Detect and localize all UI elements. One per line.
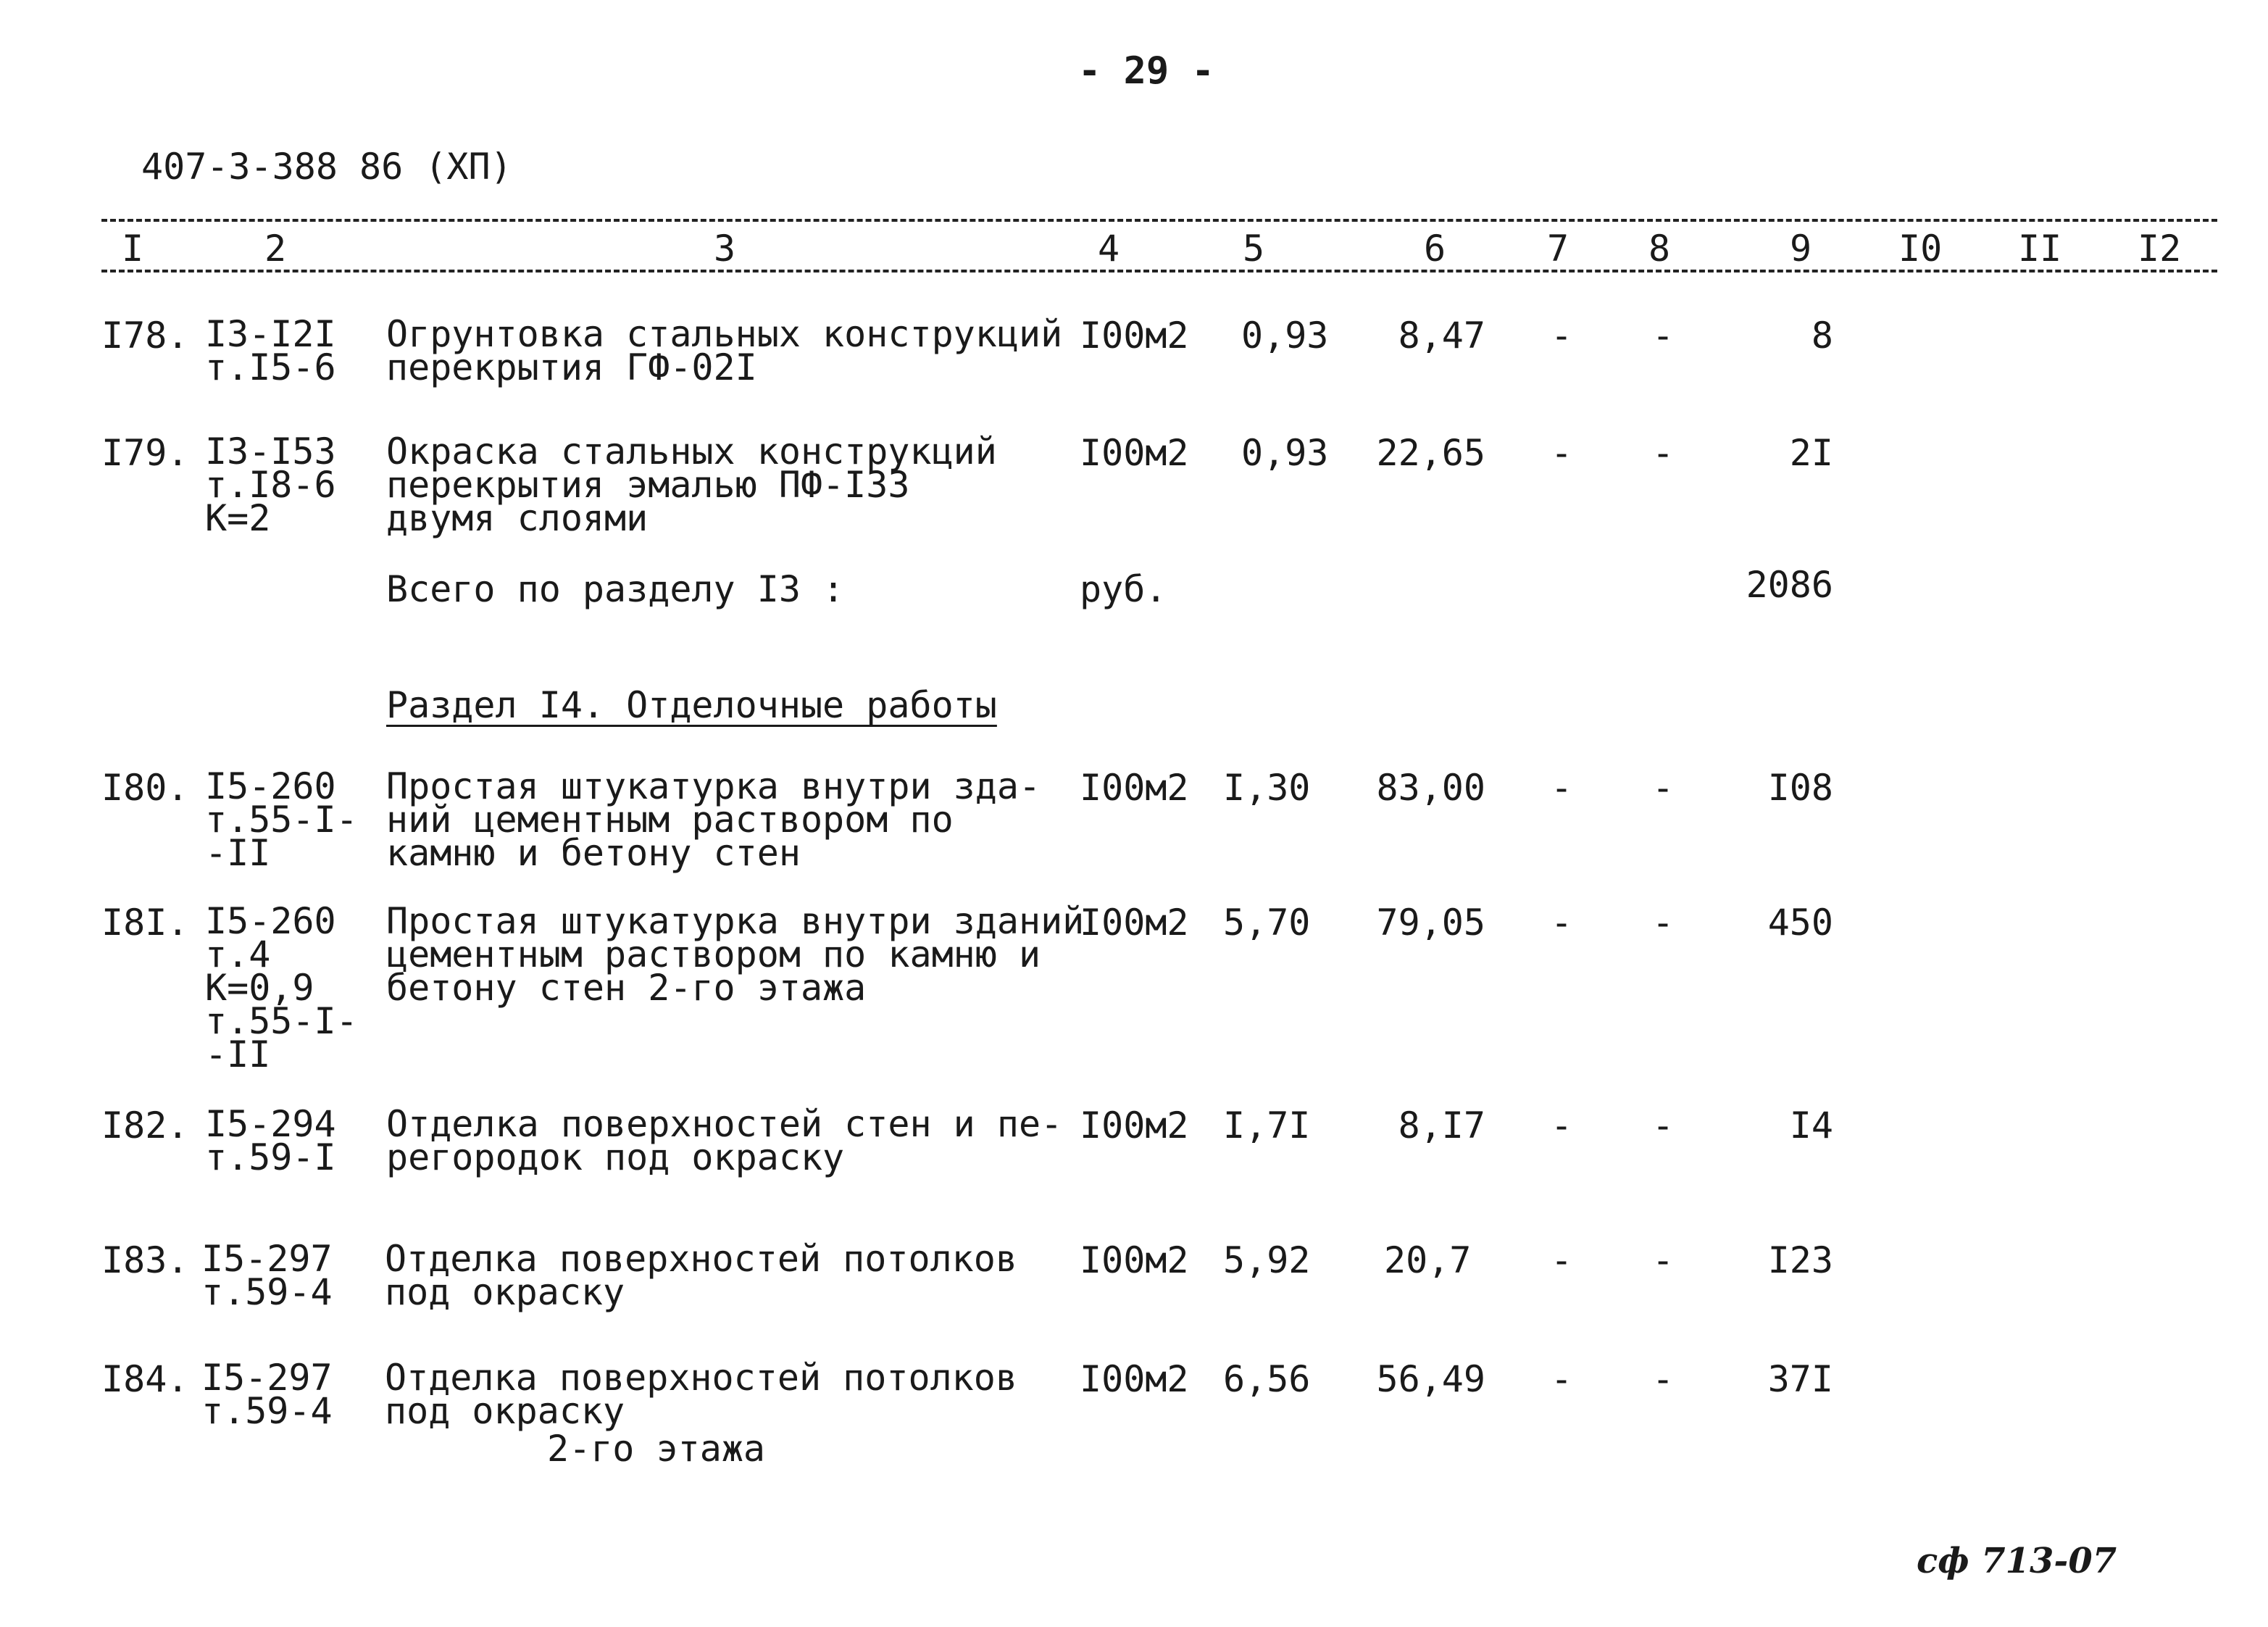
col-header-4: 4 bbox=[1098, 228, 1120, 270]
row-number: I83. bbox=[101, 1239, 189, 1281]
row-unit: I00м2 bbox=[1080, 1239, 1189, 1281]
subtotal-unit: руб. bbox=[1080, 568, 1167, 610]
row-total: 2I bbox=[1789, 432, 1833, 474]
row-col8: - bbox=[1652, 1104, 1675, 1147]
row-col8: - bbox=[1652, 315, 1675, 357]
row-col7: - bbox=[1551, 432, 1573, 474]
col-header-6: 6 bbox=[1424, 228, 1446, 270]
col-header-11: II bbox=[2018, 228, 2062, 270]
row-col8: - bbox=[1652, 432, 1675, 474]
row-unit: I00м2 bbox=[1080, 1358, 1189, 1400]
row-code: I3-I53 т.I8-6 К=2 bbox=[205, 430, 336, 539]
row-col8: - bbox=[1652, 1358, 1675, 1400]
row-col8: - bbox=[1652, 767, 1675, 809]
page-number: - 29 - bbox=[1078, 49, 1214, 93]
row-unit-price: 79,05 bbox=[1376, 902, 1485, 944]
row-number: I80. bbox=[101, 767, 189, 809]
footer-archive-mark: сф 713-07 bbox=[1917, 1541, 2117, 1581]
row-description: Отделка поверхностей потолков под окраску bbox=[385, 1238, 1017, 1313]
row-col7: - bbox=[1551, 767, 1573, 809]
row-unit-price: 20,7 bbox=[1384, 1239, 1472, 1281]
row-quantity: I,7I bbox=[1223, 1104, 1311, 1147]
row-unit: I00м2 bbox=[1080, 767, 1189, 809]
row-code: I5-297 т.59-4 bbox=[201, 1238, 333, 1313]
row-quantity: 5,70 bbox=[1223, 902, 1311, 944]
row-unit-price: 8,I7 bbox=[1398, 1104, 1485, 1147]
row-description: Отделка поверхностей стен и пе- регородок под окраску bbox=[386, 1103, 1063, 1178]
document-code: 407-3-388 86 (XП) bbox=[141, 146, 512, 188]
col-header-1: I bbox=[122, 228, 144, 270]
col-header-12: I2 bbox=[2138, 228, 2182, 270]
col-header-8: 8 bbox=[1648, 228, 1671, 270]
row-col7: - bbox=[1551, 1358, 1573, 1400]
col-header-10: I0 bbox=[1898, 228, 1943, 270]
row-total: 37I bbox=[1767, 1358, 1833, 1400]
row-description: Огрунтовка стальных конструкций перекрытия ГФ-02I bbox=[386, 313, 1063, 388]
row-total: I23 bbox=[1767, 1239, 1833, 1281]
row-unit-price: 8,47 bbox=[1398, 315, 1485, 357]
row-number: I82. bbox=[101, 1104, 189, 1147]
row-code: I5-294 т.59-I bbox=[205, 1103, 336, 1178]
row-total: I08 bbox=[1767, 767, 1833, 809]
header-bottom-rule bbox=[101, 270, 2217, 272]
row-unit-price: 22,65 bbox=[1376, 432, 1485, 474]
row-total: 8 bbox=[1811, 315, 1833, 357]
row-quantity: 6,56 bbox=[1223, 1358, 1311, 1400]
row-description: Отделка поверхностей потолков под окраску bbox=[385, 1357, 1017, 1432]
col-header-2: 2 bbox=[264, 228, 287, 270]
row-unit: I00м2 bbox=[1080, 902, 1189, 944]
header-top-rule bbox=[101, 219, 2217, 222]
row-unit-price: 56,49 bbox=[1376, 1358, 1485, 1400]
row-col8: - bbox=[1652, 1239, 1675, 1281]
row-unit: I00м2 bbox=[1080, 315, 1189, 357]
row-total: I4 bbox=[1789, 1104, 1833, 1147]
row-description: Простая штукатурка внутри зда- ний цементным раствором по камню и бетону стен bbox=[386, 765, 1041, 874]
row-code: I5-297 т.59-4 bbox=[201, 1357, 333, 1432]
col-header-7: 7 bbox=[1547, 228, 1569, 270]
row-col7: - bbox=[1551, 902, 1573, 944]
row-number: I8I. bbox=[101, 902, 189, 944]
col-header-9: 9 bbox=[1790, 228, 1812, 270]
row-number: I84. bbox=[101, 1358, 189, 1400]
row-quantity: I,30 bbox=[1223, 767, 1311, 809]
row-col7: - bbox=[1551, 315, 1573, 357]
col-header-5: 5 bbox=[1243, 228, 1265, 270]
row-unit: I00м2 bbox=[1080, 432, 1189, 474]
subtotal-total: 2086 bbox=[1746, 564, 1833, 606]
row-description: Простая штукатурка внутри зданий цементным раствором по камню и бетону стен 2-го этажа bbox=[386, 900, 1085, 1009]
row-col7: - bbox=[1551, 1239, 1573, 1281]
row-description-extra: 2-го этажа bbox=[547, 1428, 766, 1470]
col-header-3: 3 bbox=[714, 228, 736, 270]
subtotal-label: Всего по разделу I3 : bbox=[386, 568, 845, 610]
row-quantity: 5,92 bbox=[1223, 1239, 1311, 1281]
row-number: I79. bbox=[101, 432, 189, 474]
row-unit: I00м2 bbox=[1080, 1104, 1189, 1147]
row-col7: - bbox=[1551, 1104, 1573, 1147]
row-code: I3-I2I т.I5-6 bbox=[205, 313, 336, 388]
row-quantity: 0,93 bbox=[1241, 315, 1329, 357]
row-unit-price: 83,00 bbox=[1376, 767, 1485, 809]
row-quantity: 0,93 bbox=[1241, 432, 1329, 474]
row-total: 450 bbox=[1767, 902, 1833, 944]
row-code: I5-260 т.55-I- -II bbox=[205, 765, 358, 874]
row-col8: - bbox=[1652, 902, 1675, 944]
section-title: Раздел I4. Отделочные работы bbox=[386, 684, 997, 726]
row-number: I78. bbox=[101, 315, 189, 357]
row-code: I5-260 т.4 К=0,9 т.55-I- -II bbox=[205, 900, 358, 1075]
row-description: Окраска стальных конструкций перекрытия эмалью ПФ-I33 двумя слоями bbox=[386, 430, 997, 539]
